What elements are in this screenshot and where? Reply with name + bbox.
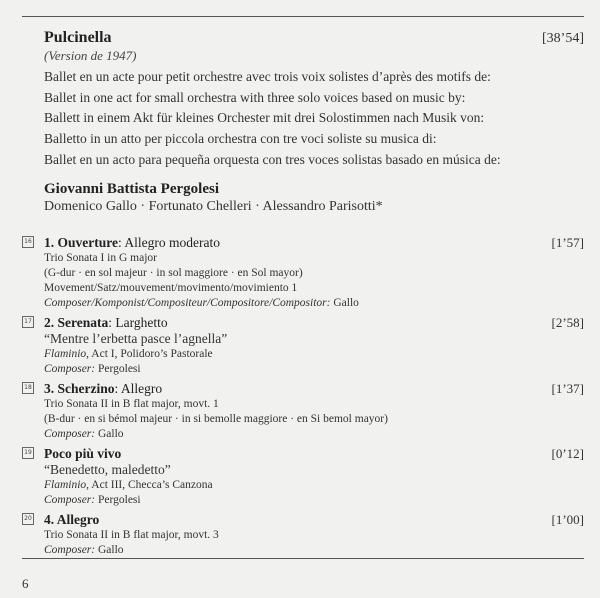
title-row [44, 29, 584, 47]
track-title-bold: 1. Ouverture [44, 235, 118, 250]
work-version: (Version de 1947) [44, 48, 137, 63]
track-credit [44, 296, 584, 311]
track-duration: [0’12] [551, 446, 584, 461]
track-title-tempo: : Allegro moderato [118, 235, 220, 250]
track-heading [44, 314, 584, 331]
track-heading [44, 445, 584, 462]
credit-label: Composer: [44, 494, 96, 506]
track-title-bold: 3. Scherzino [44, 381, 115, 396]
credit-label: Composer/Komponist/Compositeur/Compositore/Compositor: [44, 297, 331, 309]
track-source: Trio Sonata II in B flat major, movt. 1 [44, 398, 219, 410]
track-title-bold: Poco più vivo [44, 446, 122, 461]
track-title [44, 445, 121, 462]
track-duration: [2’58] [551, 315, 584, 330]
track-item [22, 234, 584, 311]
credit-value: Gallo [330, 297, 359, 309]
credit-value: Pergolesi [95, 363, 141, 375]
track-movement: Movement/Satz/mouvement/movimento/movimiento 1 [44, 282, 298, 294]
track-key-translations: (B-dur · en si bémol majeur · in si bemolle maggiore · en Si bemol mayor) [44, 413, 388, 425]
track-credit [44, 427, 584, 442]
track-title [44, 314, 168, 331]
track-title [44, 234, 220, 251]
description-de: Ballett in einem Akt für kleines Orchester mit drei Solostimmen nach Musik von: [44, 110, 485, 126]
work-title: Pulcinella [44, 29, 112, 46]
track-item [22, 445, 584, 508]
track-item [22, 511, 584, 558]
description-it: Balletto in un atto per piccola orchestra con tre voci soliste su musica di: [44, 131, 437, 147]
track-credit [44, 493, 584, 508]
track-key-translations: (G-dur · en sol majeur · in sol maggiore · en Sol mayor) [44, 267, 303, 279]
credit-value: Pergolesi [95, 494, 141, 506]
track-quote: “Benedetto, maledetto” [44, 462, 171, 477]
work-descriptions [44, 67, 584, 171]
track-duration: [1’00] [551, 512, 584, 527]
track-title-tempo: : Allegro [114, 381, 163, 396]
description-fr: Ballet en un acte pour petit orchestre avec trois voix solistes d’après des motifs de: [44, 69, 491, 84]
track-number-icon: 19 [22, 447, 34, 459]
track-heading [44, 511, 584, 528]
opera-detail: , Act I, Polidoro’s Pastorale [86, 348, 213, 360]
credit-label: Composer: [44, 428, 96, 440]
track-item [22, 380, 584, 442]
bottom-rule [22, 558, 584, 559]
credit-value: Gallo [95, 428, 124, 440]
description-es: Ballet en un acto para pequeña orquesta con tres voces solistas basado en música de: [44, 151, 501, 167]
other-composers: Domenico Gallo · Fortunato Chelleri · Alessandro Parisotti* [44, 198, 383, 214]
work-header [44, 29, 584, 215]
track-heading [44, 234, 584, 251]
track-number-icon: 16 [22, 236, 34, 248]
top-rule [22, 16, 584, 17]
track-duration: [1’57] [551, 235, 584, 250]
track-item [22, 314, 584, 377]
page-number: 6 [22, 576, 29, 591]
track-credit [44, 543, 584, 558]
track-opera-source [44, 347, 584, 362]
track-title-bold: 4. Allegro [44, 512, 100, 527]
track-number-icon: 20 [22, 513, 34, 525]
track-title [44, 380, 162, 397]
track-number-icon: 18 [22, 382, 34, 394]
opera-detail: , Act III, Checca’s Canzona [86, 479, 213, 491]
track-heading [44, 380, 584, 397]
track-title-tempo: : Larghetto [108, 315, 168, 330]
track-opera-source [44, 478, 584, 493]
track-quote: “Mentre l’erbetta pasce l’agnella” [44, 331, 228, 346]
track-duration: [1’37] [551, 381, 584, 396]
main-composer: Giovanni Battista Pergolesi [44, 180, 219, 197]
credit-value: Gallo [95, 544, 124, 556]
track-source: Trio Sonata II in B flat major, movt. 3 [44, 529, 219, 541]
credit-label: Composer: [44, 544, 96, 556]
work-duration: [38’54] [542, 31, 584, 46]
track-title-bold: 2. Serenata [44, 315, 109, 330]
opera-title: Flaminio [44, 479, 87, 491]
description-en: Ballet in one act for small orchestra with three solo voices based on music by: [44, 89, 466, 105]
credit-label: Composer: [44, 363, 96, 375]
track-credit [44, 362, 584, 377]
track-source: Trio Sonata I in G major [44, 252, 157, 264]
track-list [22, 234, 584, 561]
track-title [44, 511, 99, 528]
opera-title: Flaminio [44, 348, 87, 360]
track-number-icon: 17 [22, 316, 34, 328]
